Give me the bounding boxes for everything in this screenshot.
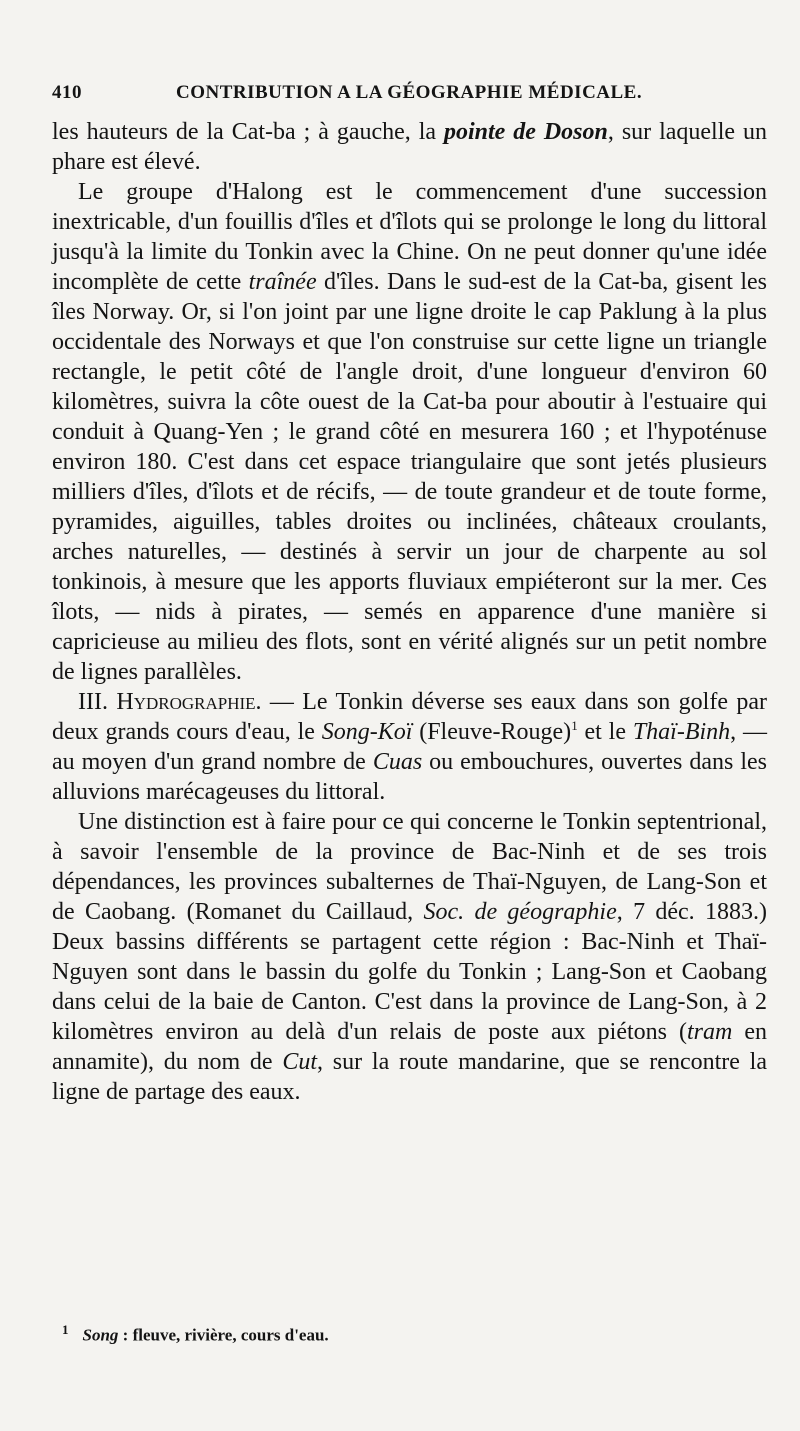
text-run: , sur la route mandarine, que se rencontre la ligne de partage des eaux. (52, 1049, 767, 1105)
text-run: , 7 déc. 1883.) Deux bassins différents se partagent cette région : Bac-Ninh et Thaï-Nguyen sont dans le bassin du golfe du Tonkin ; Lang-Son et Caobang dans celui de la baie de Canton. C'est dans la province de Lang-Son, à 2 kilomètres environ au delà d'un relais de poste aux piétons ( (52, 899, 767, 1045)
text-run: les hauteurs de la Cat-ba ; à gauche, la (52, 119, 444, 145)
italic-run: Cuas (372, 749, 423, 775)
text-run: , — au moyen d'un grand nombre de (52, 719, 768, 775)
italic-run: Thaï-Binh (632, 719, 731, 745)
text-run: et le (577, 719, 633, 745)
text-run: ou embouchures, ouvertes dans les alluvions marécageuses du littoral. (52, 749, 768, 805)
text-run: , sur laquelle un phare est élevé. (52, 119, 767, 175)
italic-run: pointe de Doson (443, 119, 608, 145)
text-run: Une distinction est à faire pour ce qui concerne le Tonkin septentrional, à savoir l'ensemble de la province de Bac-Ninh et de ses trois dépendances, les provinces subalternes de Thaï-Nguyen, de Lang-Son et de Caobang. (Romanet du Caillaud, (52, 809, 767, 925)
page-number: 410 (52, 82, 82, 103)
section-heading: Hydrographie (116, 689, 256, 715)
paragraph-3 (52, 687, 767, 807)
footnote-reference: 1 (571, 718, 578, 733)
text-run: Le groupe d'Halong est le commencement d'une succession inextricable, d'un fouillis d'îles et d'îlots qui se prolonge le long du littoral jusqu'à la limite du Tonkin avec la Chine. On ne peut donner qu'une idée incomplète de cette (52, 179, 767, 295)
italic-run: traînée (248, 269, 317, 295)
footnote-term: Song (82, 1325, 119, 1345)
footnote-text: : fleuve, rivière, cours d'eau. (118, 1325, 329, 1345)
text-run: (Fleuve-Rouge) (412, 719, 572, 745)
text-run: d'îles. Dans le sud-est de la Cat-ba, gisent les îles Norway. Or, si l'on joint par une ligne droite le cap Paklung à la plus occidentale des Norways et que l'on construise sur cette ligne un triangle rectangle, le petit côté de l'angle droit, d'une longueur d'environ 60 kilomètres, suivra la côte ouest de la Cat-ba pour aboutir à l'estuaire qui conduit à Quang-Yen ; le grand côté en mesurera 160 ; et l'hypoténuse environ 180. C'est dans cet espace triangulaire que sont jetés plusieurs milliers d'îles, d'îlots et de récifs, — de toute grandeur et de toute forme, pyramides, aiguilles, tables droites ou inclinées, châteaux croulants, arches naturelles, — destinés à servir un jour de charpente au sol tonkinois, à mesure que les apports fluviaux empiéteront sur la mer. Ces îlots, — nids à pirates, — semés en apparence d'une manière si capricieuse au milieu des flots, sont en vérité alignés sur un petit nombre de lignes parallèles. (52, 269, 767, 685)
footnote-mark: 1 (62, 1322, 69, 1337)
text-run: . — Le Tonkin déverse ses eaux dans son golfe par deux grands cours d'eau, le (52, 689, 767, 745)
italic-run: Soc. de géographie (423, 899, 617, 925)
paragraph-1 (52, 117, 767, 177)
italic-run: tram (686, 1019, 733, 1045)
italic-run: Song-Koï (321, 719, 413, 745)
italic-run: Cut (282, 1049, 318, 1075)
paragraph-4 (52, 807, 767, 1107)
running-title: CONTRIBUTION A LA GÉOGRAPHIE MÉDICALE. (176, 82, 643, 103)
page-header (52, 82, 762, 112)
body-text (52, 117, 767, 1107)
text-run: en annamite), du nom de (52, 1019, 767, 1075)
paragraph-2 (52, 177, 767, 687)
section-number: III. (78, 689, 117, 715)
footnote (62, 1318, 762, 1348)
